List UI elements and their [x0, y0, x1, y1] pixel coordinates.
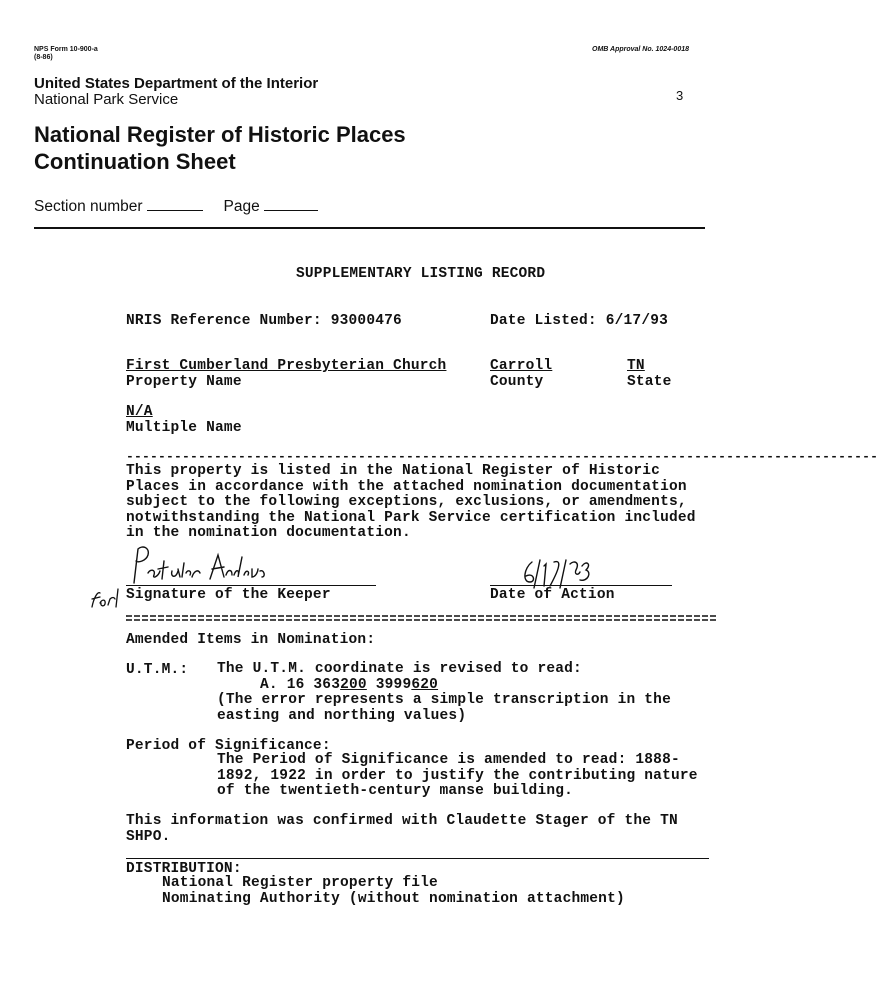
signature-label: Signature of the Keeper — [126, 587, 331, 603]
dashed-divider: ---------------------------------------------------------------------------------------------- — [126, 449, 878, 464]
amended-items-heading: Amended Items in Nomination: — [126, 632, 376, 648]
property-name-label: Property Name — [126, 374, 242, 390]
section-page-row — [34, 198, 318, 216]
title-line-2: Continuation Sheet — [34, 149, 236, 174]
distribution-item: Nominating Authority (without nomination attachment) — [162, 890, 625, 907]
department-name: United States Department of the Interior — [34, 75, 319, 92]
property-name: First Cumberland Presbyterian Church — [126, 358, 447, 374]
confirmation-note: This information was confirmed with Claudette Stager of the TN SHPO. — [126, 813, 678, 845]
distribution-heading: DISTRIBUTION: — [126, 861, 242, 877]
page-number: 3 — [676, 88, 684, 103]
utm-label: U.T.M.: — [126, 662, 189, 678]
state-value: TN — [627, 358, 645, 374]
date-of-action-label: Date of Action — [490, 587, 615, 603]
nris-reference: NRIS Reference Number: 93000476 — [126, 313, 402, 329]
page-label: Page — [223, 198, 260, 215]
period-of-significance-text: The Period of Significance is amended to read: 1888- 1892, 1922 in order to justify the contributing nature of the twentieth-century manse building. — [217, 752, 698, 799]
listing-statement: This property is listed in the National Register of Historic Places in accordance with the attached nomination documentation subject to the following exceptions, exclusions, or amendments, notwithstanding the National Park Service certification included in the nomination documentation. — [126, 463, 696, 541]
for-initials — [88, 585, 124, 611]
multiple-name-value: N/A — [126, 404, 153, 420]
date-listed: Date Listed: 6/17/93 — [490, 313, 669, 329]
period-of-significance-label: Period of Significance: — [126, 738, 331, 754]
multiple-name-label: Multiple Name — [126, 420, 242, 436]
agency-name: National Park Service — [34, 91, 179, 108]
omb-approval: OMB Approval No. 1024-0018 — [592, 46, 689, 53]
double-divider — [126, 614, 718, 622]
record-heading: SUPPLEMENTARY LISTING RECORD — [296, 266, 546, 282]
page-title — [34, 121, 406, 175]
section-number-blank — [147, 210, 203, 211]
page-blank — [264, 210, 318, 211]
state-label: State — [627, 374, 672, 390]
distribution-rule — [126, 858, 709, 859]
form-number: NPS Form 10-900-a (8-86) — [34, 46, 98, 61]
section-number-label: Section number — [34, 198, 143, 215]
utm-text: The U.T.M. coordinate is revised to read: A. 16 363200 3999620 (The error represents a simple transcription in the easting and northing values) — [217, 661, 671, 724]
distribution-list — [162, 876, 625, 907]
header-rule — [34, 227, 705, 229]
title-line-1: National Register of Historic Places — [34, 122, 406, 147]
county-label: County — [490, 374, 544, 390]
keeper-signature — [128, 543, 288, 588]
county-value: Carroll — [490, 358, 553, 374]
utm-coordinate: A. 16 363200 3999620 — [260, 676, 439, 693]
distribution-item: National Register property file — [162, 875, 438, 891]
